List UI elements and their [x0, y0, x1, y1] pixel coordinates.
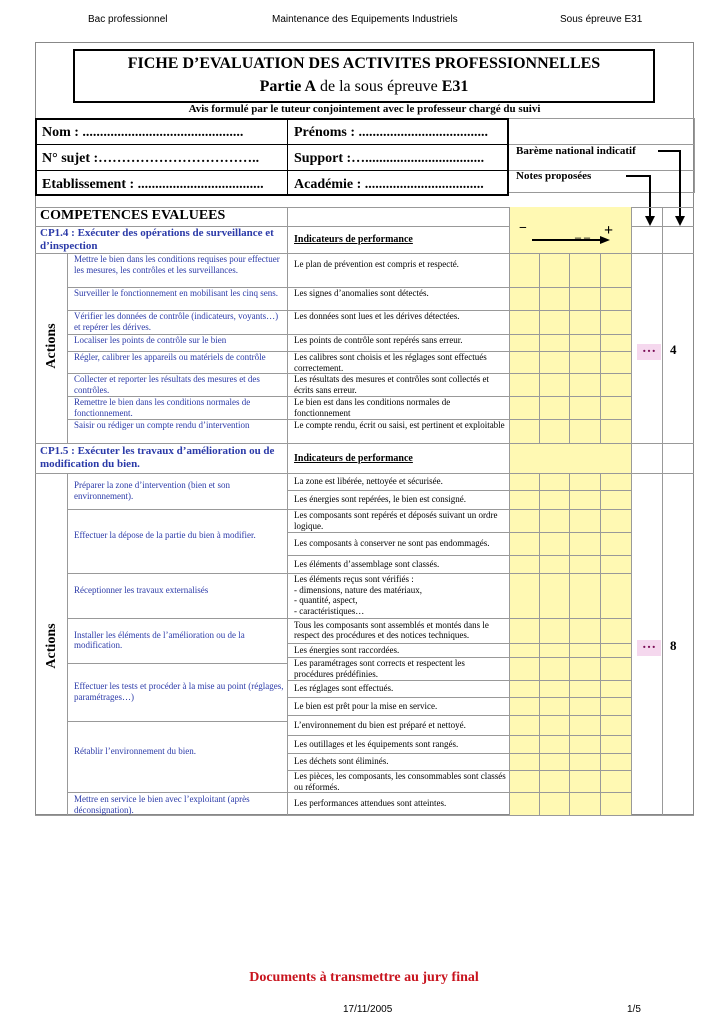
cp14-indicator: Les calibres sont choisis et les réglages sont effectués correctement.	[294, 352, 487, 373]
cp14-actions-label: Actions	[44, 323, 59, 369]
cp14-action: Localiser les points de contrôle sur le bien	[74, 335, 227, 345]
cp14-action: Remettre le bien dans les conditions normales de fonctionnement.	[74, 397, 251, 418]
title-line2: Partie A de la sous épreuve E31	[259, 78, 469, 95]
cp15-action: Effectuer la dépose de la partie du bien à modifier.	[74, 530, 256, 540]
cp14-indicator: Les résultats des mesures et contrôles sont collectés et écrits sans erreur.	[294, 374, 489, 395]
title-line1: FICHE D’EVALUATION DES ACTIVITES PROFESSIONNELLES	[127, 55, 601, 72]
header-center: Maintenance des Equipements Industriels	[272, 14, 458, 25]
bareme-label: Barème national indicatif	[516, 145, 636, 157]
cp14-indicator: Le plan de prévention est compris et respecté.	[294, 259, 459, 269]
cp15-indicator: Les pièces, les composants, les consommables sont classés ou réformés.	[294, 771, 506, 792]
cp14-score: 4	[670, 342, 677, 357]
cp14-action: Surveiller le fonctionnement en mobilisant les cinq sens.	[74, 288, 278, 298]
cp14-indicators-header: Indicateurs de performance	[294, 234, 413, 245]
cp14-indicator: Les signes d’anomalies sont détectés.	[294, 288, 429, 298]
sujet-field[interactable]: N° sujet :……………………………..	[42, 151, 260, 166]
cp15-indicator: Les réglages sont effectués.	[294, 683, 394, 693]
cp14-indicator: Le bien est dans les conditions normales de fonctionnement	[294, 397, 451, 418]
cp15-dots: …	[637, 640, 661, 656]
cp14-action: Collecter et reporter les résultats des mesures et des contrôles.	[74, 374, 260, 395]
cp15-indicator: L’environnement du bien est préparé et nettoyé.	[294, 719, 466, 730]
header-left: Bac professionnel	[88, 14, 168, 25]
cp15-indicators-header: Indicateurs de performance	[294, 453, 413, 464]
title-box	[73, 49, 655, 103]
nom-field[interactable]: Nom : ..............................................	[42, 125, 244, 140]
cp15-actions-label: Actions	[44, 623, 59, 669]
cp14-action: Saisir ou rédiger un compte rendu d’intervention	[74, 420, 250, 430]
notes-label: Notes proposées	[516, 170, 592, 182]
cp15-indicator: Les composants à conserver ne sont pas endommagés.	[294, 538, 490, 548]
etablissement-field[interactable]: Etablissement : ....................................	[42, 177, 264, 192]
evaluation-columns	[509, 207, 631, 815]
cp14-action: Mettre le bien dans les conditions requises pour effectuer les mesures, les contrôles et les surveillances.	[74, 254, 280, 275]
cp15-action: Rétablir l’environnement du bien.	[74, 745, 196, 756]
cp14-title: CP1.4 : Exécuter des opérations de surveillance et d’inspection	[40, 227, 274, 252]
cp15-indicator: Les outillages et les équipements sont rangés.	[294, 738, 459, 749]
cp14-action: Vérifier les données de contrôle (indicateurs, voyants…) et repérer les dérives.	[74, 311, 279, 332]
header-right: Sous épreuve E31	[560, 14, 643, 25]
cp15-action: Réceptionner les travaux externalisés	[74, 584, 209, 595]
scale-dashes: – –	[575, 230, 590, 244]
avis-text: Avis formulé par le tuteur conjointement avec le professeur chargé du suivi	[188, 103, 541, 115]
footer-page: 1/5	[627, 1004, 641, 1015]
cp15-indicator: Les performances attendues sont atteintes.	[294, 798, 447, 808]
scale-plus: +	[604, 222, 614, 239]
cp15-action: Installer les éléments de l’amélioration ou de la modification.	[74, 629, 245, 650]
cp15-action: Effectuer les tests et procéder à la mise au point (réglages, paramétrages…)	[74, 681, 284, 702]
cp15-title: CP1.5 : Exécuter les travaux d’amélioration ou de modification du bien.	[40, 445, 275, 470]
support-field[interactable]: Support :…..................................	[294, 151, 485, 166]
academie-field[interactable]: Académie : ..................................	[294, 177, 484, 192]
scale-minus: −	[519, 221, 527, 236]
cp15-indicator: Tous les composants sont assemblés et montés dans le respect des procédures et des notices techniques.	[294, 619, 489, 640]
cp15-action: Mettre en service le bien avec l’exploitant (après déconsignation).	[74, 794, 250, 815]
competences-header: COMPETENCES EVALUEES	[40, 208, 226, 223]
cp15-indicator: Les déchets sont éliminés.	[294, 756, 389, 766]
cp15-indicator: Les éléments reçus sont vérifiés : - dimensions, nature des matériaux, - quantité, aspect, - caractéristiques…	[294, 574, 422, 616]
cp15-indicator: Les énergies sont repérées, le bien est consigné.	[294, 494, 467, 504]
cp15-indicator: Les paramétrages sont corrects et respectent les procédures prédéfinies.	[294, 658, 465, 679]
cp14-dots: …	[637, 344, 661, 360]
cp15-indicator: Les éléments d’assemblage sont classés.	[294, 558, 440, 569]
transmit-note: Documents à transmettre au jury final	[249, 970, 479, 985]
cp15-indicator: Les énergies sont raccordées.	[294, 644, 400, 655]
cp15-indicator: La zone est libérée, nettoyée et sécurisée.	[294, 476, 443, 486]
cp15-indicator: Le bien est prêt pour la mise en service.	[294, 700, 438, 711]
footer-date: 17/11/2005	[343, 1004, 393, 1015]
cp14-indicator: Les points de contrôle sont repérés sans erreur.	[294, 335, 463, 345]
cp15-score: 8	[670, 638, 677, 653]
cp14-indicator: Les données sont lues et les dérives détectées.	[294, 311, 460, 321]
cp14-indicator: Le compte rendu, écrit ou saisi, est pertinent et exploitable	[294, 420, 505, 430]
prenoms-field[interactable]: Prénoms : .....................................	[294, 125, 489, 140]
cp15-action: Préparer la zone d’intervention (bien et son environnement).	[74, 480, 230, 501]
cp14-action: Régler, calibrer les appareils ou matériels de contrôle	[74, 352, 266, 362]
cp15-indicator: Les composants sont repérés et déposés suivant un ordre logique.	[294, 510, 498, 531]
